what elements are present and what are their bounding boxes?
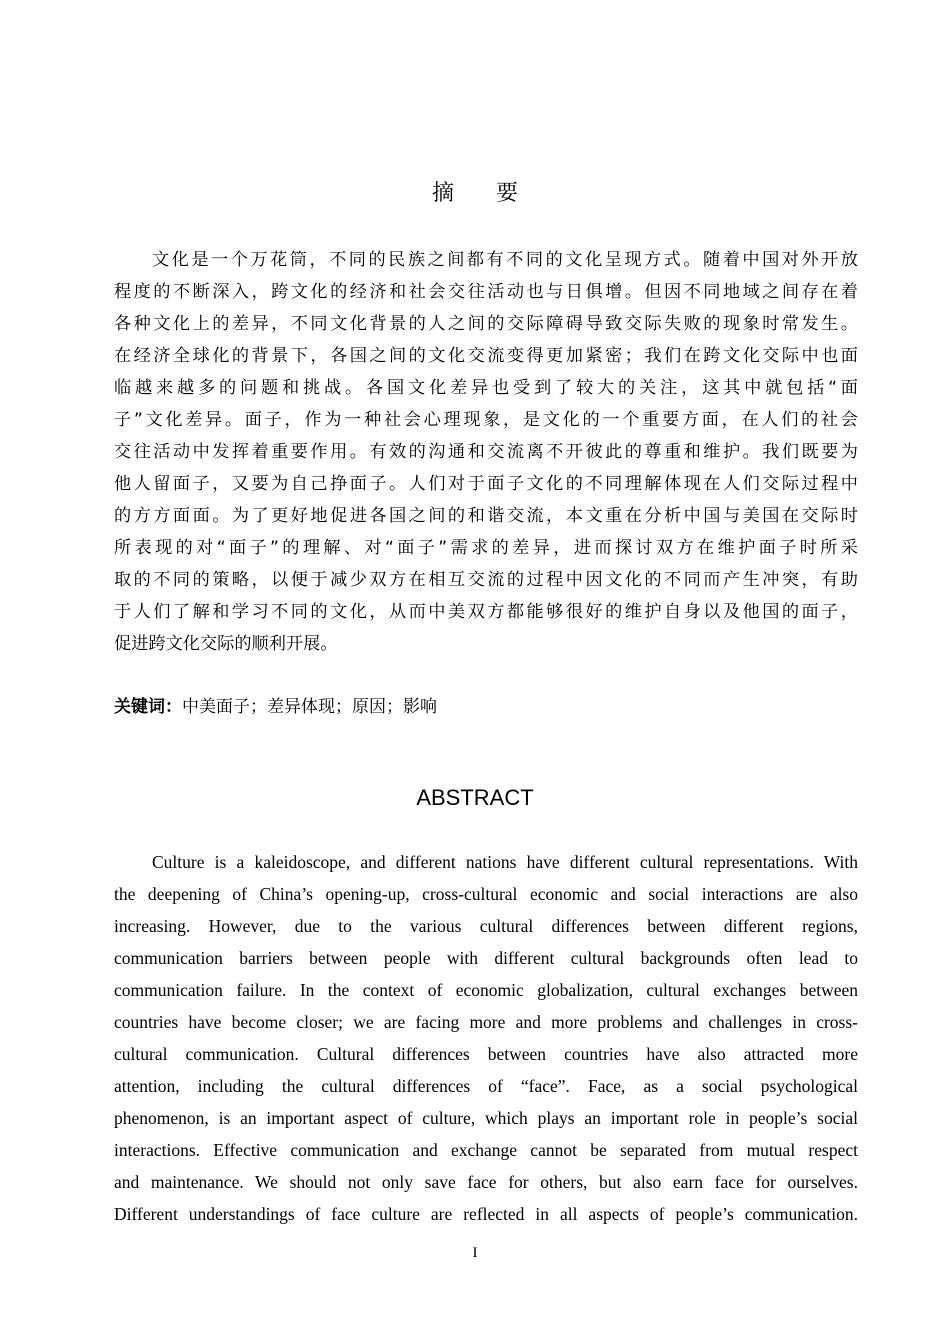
chinese-abstract-line: 于人们了解和学习不同的文化，从而中美双方都能够很好的维护自身以及他国的面子， [114, 602, 858, 622]
chinese-abstract-line: 子”文化差异。面子，作为一种社会心理现象，是文化的一个重要方面，在人们的社会 [114, 410, 858, 430]
page-number: I [472, 1245, 478, 1261]
english-abstract-line: countries have become closer; we are facing more and more problems and challenges in cross- [114, 1012, 858, 1032]
title-char-2: 要 [496, 181, 519, 206]
english-abstract-line: attention, including the cultural differences of “face”. Face, as a social psychological [114, 1076, 858, 1096]
english-abstract-line: phenomenon, is an important aspect of culture, which plays an important role in people’s social [114, 1108, 858, 1128]
keywords [114, 691, 437, 723]
english-abstract-line: cultural communication. Cultural differences between countries have also attracted more [114, 1044, 858, 1064]
chinese-abstract-line: 他人留面子，又要为自己挣面子。人们对于面子文化的不同理解体现在人们交际过程中 [114, 474, 858, 494]
keywords-value: 中美面子；差异体现；原因；影响 [182, 697, 437, 717]
english-abstract-line: Culture is a kaleidoscope, and different nations have different cultural representations. With [152, 852, 858, 872]
title-char-1: 摘 [431, 181, 454, 206]
chinese-abstract-title [0, 178, 950, 210]
english-abstract-line: and maintenance. We should not only save face for others, but also earn face for ourselves. [114, 1172, 858, 1192]
chinese-abstract-line: 所表现的对“面子”的理解、对“面子”需求的差异，进而探讨双方在维护面子时所采 [114, 538, 858, 558]
english-abstract-body [114, 846, 858, 1230]
chinese-abstract-line: 促进跨文化交际的顺利开展。 [114, 634, 338, 654]
english-abstract-line: communication failure. In the context of economic globalization, cultural exchanges between [114, 980, 858, 1000]
chinese-abstract-line: 程度的不断深入，跨文化的经济和社会交往活动也与日俱增。但因不同地域之间存在着 [114, 282, 858, 302]
chinese-abstract-line: 取的不同的策略，以便于减少双方在相互交流的过程中因文化的不同而产生冲突，有助 [114, 570, 858, 590]
english-abstract-line: communication barriers between people with different cultural backgrounds often lead to [114, 948, 858, 968]
english-abstract-line: interactions. Effective communication and exchange cannot be separated from mutual respect [114, 1140, 858, 1160]
english-abstract-line: Different understandings of face culture are reflected in all aspects of people’s communication. [114, 1204, 858, 1224]
chinese-abstract-line: 在经济全球化的背景下，各国之间的文化交流变得更加紧密；我们在跨文化交际中也面 [114, 346, 858, 366]
chinese-abstract-line: 的方方面面。为了更好地促进各国之间的和谐交流，本文重在分析中国与美国在交际时 [114, 506, 858, 526]
chinese-abstract-body [114, 244, 858, 660]
english-abstract-line: increasing. However, due to the various cultural differences between different regions, [114, 916, 858, 936]
english-abstract-line: the deepening of China’s opening-up, cross-cultural economic and social interactions are also [114, 884, 858, 904]
chinese-abstract-line: 临越来越多的问题和挑战。各国文化差异也受到了较大的关注，这其中就包括“面 [114, 378, 858, 398]
keywords-label: 关键词： [114, 697, 182, 717]
chinese-abstract-line: 交往活动中发挥着重要作用。有效的沟通和交流离不开彼此的尊重和维护。我们既要为 [114, 442, 858, 462]
chinese-abstract-line: 文化是一个万花筒，不同的民族之间都有不同的文化呈现方式。随着中国对外开放 [152, 250, 858, 270]
english-abstract-title: ABSTRACT [416, 785, 534, 810]
chinese-abstract-line: 各种文化上的差异，不同文化背景的人之间的交际障碍导致交际失败的现象时常发生。 [114, 314, 858, 334]
